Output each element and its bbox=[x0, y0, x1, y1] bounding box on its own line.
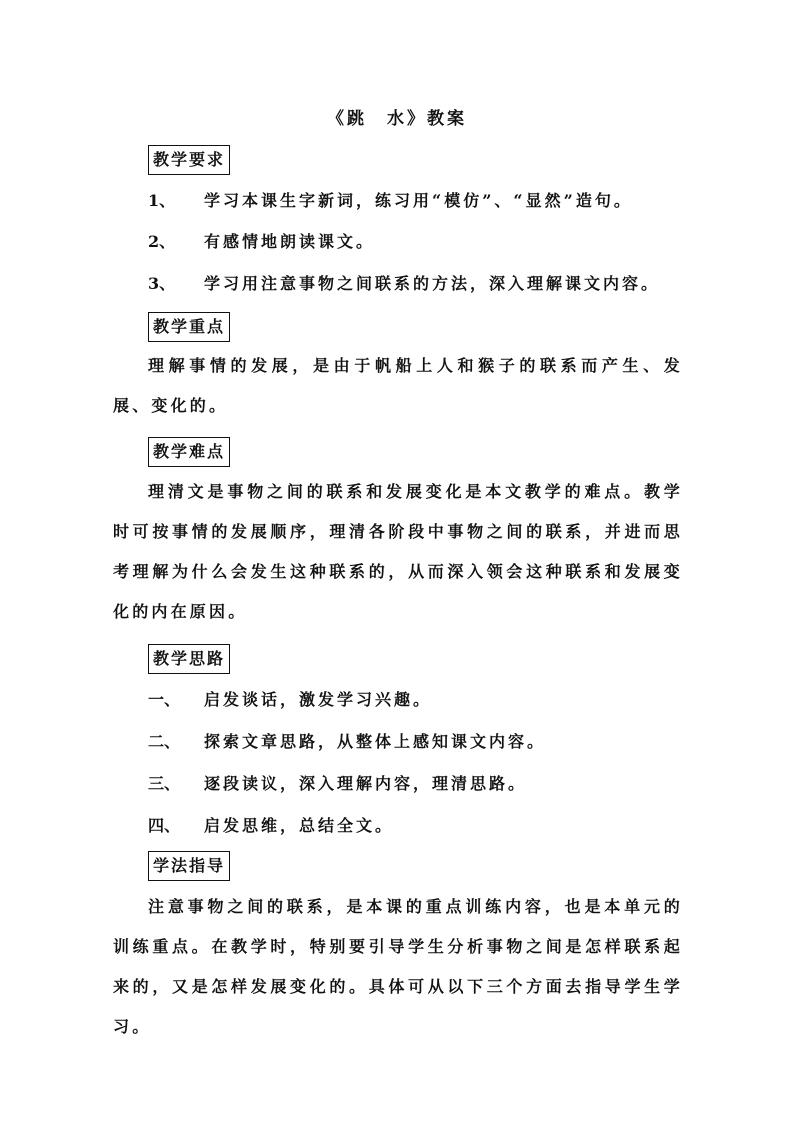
document-title: 《跳 水》教案 bbox=[327, 109, 467, 129]
item-number: 二、 bbox=[148, 732, 181, 751]
item-text: 学习用注意事物之间联系的方法，深入理解课文内容。 bbox=[204, 274, 661, 293]
item-text: 有感情地朗读课文。 bbox=[204, 232, 376, 251]
requirement-item bbox=[148, 270, 660, 298]
item-number: 三、 bbox=[148, 774, 181, 793]
item-text: 逐段读议，深入理解内容，理清思路。 bbox=[204, 774, 528, 793]
requirement-item bbox=[148, 228, 375, 256]
approach-item bbox=[148, 686, 432, 714]
heading-approach: 教学思路 bbox=[148, 644, 230, 674]
item-text: 启发思维，总结全文。 bbox=[204, 816, 395, 835]
heading-key-points: 教学重点 bbox=[148, 312, 230, 342]
item-text: 探索文章思路，从整体上感知课文内容。 bbox=[204, 732, 547, 751]
heading-difficulties: 教学难点 bbox=[148, 437, 230, 467]
method-paragraph: 注意事物之间的联系，是本课的重点训练内容，也是本单元的训练重点。在教学时，特别要引导学生分析事物之间是怎样联系起来的，又是怎样发展变化的。具体可从以下三个方面去指导学生学习。 bbox=[113, 897, 683, 1036]
item-text: 启发谈话，激发学习兴趣。 bbox=[204, 690, 433, 709]
item-text: 学习本课生字新词，练习用“模仿”、“显然”造句。 bbox=[204, 191, 633, 210]
key-points-paragraph: 理解事情的发展，是由于帆船上人和猴子的联系而产生、发展、变化的。 bbox=[113, 356, 683, 415]
requirement-item bbox=[148, 187, 633, 215]
approach-item bbox=[148, 812, 394, 840]
item-number: 1、 bbox=[148, 191, 176, 210]
item-number: 四、 bbox=[148, 816, 181, 835]
item-number: 一、 bbox=[148, 690, 181, 709]
heading-method: 学法指导 bbox=[148, 851, 230, 881]
difficulties-paragraph: 理清文是事物之间的联系和发展变化是本文教学的难点。教学时可按事情的发展顺序，理清各阶段中事物之间的联系，并进而思考理解为什么会发生这种联系的，从而深入领会这种联系和发展变化的内在原因。 bbox=[113, 482, 683, 621]
approach-item bbox=[148, 770, 527, 798]
item-number: 3、 bbox=[148, 274, 176, 293]
item-number: 2、 bbox=[148, 232, 176, 251]
heading-requirements: 教学要求 bbox=[148, 145, 230, 175]
approach-item bbox=[148, 728, 546, 756]
